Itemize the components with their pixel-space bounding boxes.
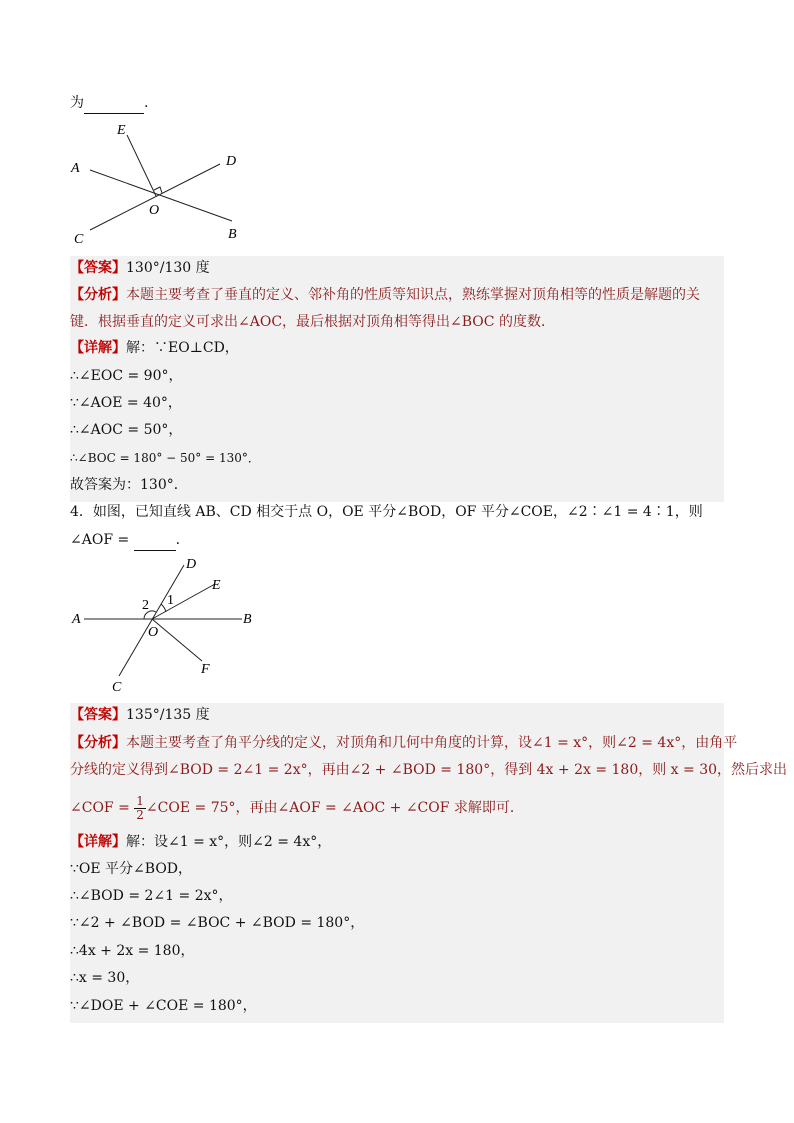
q4-stem-end: . — [175, 532, 181, 548]
q4-label-c: C — [112, 680, 122, 695]
q4-detail-line-4: ∵∠2 + ∠BOD = ∠BOC + ∠BOD = 180°， — [70, 915, 365, 931]
q3-label-a: A — [71, 161, 80, 176]
q3-ray-oe — [127, 135, 156, 196]
q4-detail-line-1 — [70, 832, 331, 852]
q4-analysis-tag: 【分析】 — [70, 735, 126, 751]
q4-analysis-line-1 — [70, 733, 737, 753]
q3-analysis-text-1: 本题主要考查了垂直的定义、邻补角的性质等知识点，熟练掌握对顶角相等的性质是解题的关 — [126, 287, 700, 303]
q4-label-e: E — [212, 578, 221, 593]
q4-answer-line — [70, 705, 210, 725]
q3-label-b: B — [228, 227, 237, 242]
q4-answer-value: 135°/135 度 — [126, 707, 210, 723]
q4-analysis-line-3 — [70, 794, 524, 822]
q3-analysis-line-2: 键．根据垂直的定义可求出∠AOC，最后根据对顶角相等得出∠BOC 的度数． — [70, 314, 555, 330]
q4-detail-tag: 【详解】 — [70, 834, 126, 850]
q3-detail-line-2: ∴∠EOC = 90°， — [70, 368, 183, 384]
q4-line-cd — [119, 565, 184, 676]
q4-analysis-text-1: 本题主要考查了角平分线的定义，对顶角和几何中角度的计算，设∠1 = x°，则∠2 = 4x°，由角平 — [126, 735, 738, 751]
q4-detail-text-1: 解：设∠1 = x°，则∠2 = 4x°， — [126, 834, 332, 850]
q4-ray-of — [152, 619, 202, 661]
q4-label-f: F — [201, 662, 210, 677]
q3-detail-line-4: ∴∠AOC = 50°， — [70, 422, 183, 438]
q3-detail-line-6: 故答案为：130°． — [70, 477, 188, 493]
q3-label-e: E — [117, 123, 126, 138]
q3-answer-blank — [84, 93, 144, 114]
q4-label-d: D — [186, 557, 197, 572]
q4-ray-oe — [152, 584, 215, 619]
q3-answer-line — [70, 258, 210, 278]
q4-label-angle-1: 1 — [167, 593, 174, 608]
q4-label-a: A — [72, 612, 81, 627]
q3-right-angle-mark — [154, 187, 162, 193]
q4-angle-1-arc — [161, 604, 166, 612]
q3-blank-line — [70, 93, 148, 114]
q4-analysis-line-2: 分线的定义得到∠BOD = 2∠1 = 2x°，再由∠2 + ∠BOD = 180°，得到 4x + 2x = 180，则 x = 30，然后求出 — [70, 762, 788, 778]
q3-figure — [60, 118, 260, 248]
q3-answer-value: 130°/130 度 — [126, 260, 210, 276]
q4-fraction-one-half — [134, 795, 146, 822]
q4-detail-line-2: ∵OE 平分∠BOD， — [70, 861, 193, 877]
q4-label-angle-2: 2 — [142, 598, 149, 613]
q4-stem-line-2 — [70, 530, 180, 551]
q4-detail-line-7: ∵∠DOE + ∠COE = 180°， — [70, 998, 257, 1014]
q3-label-c: C — [74, 232, 84, 247]
q3-label-d: D — [226, 154, 237, 169]
q4-analysis-text-3b: ∠COE = 75°，再由∠AOF = ∠AOC + ∠COF 求解即可． — [145, 800, 524, 816]
q4-stem-line-1: 4．如图，已知直线 AB、CD 相交于点 O，OE 平分∠BOD，OF 平分∠COE，∠2∶∠1 = 4∶1，则 — [70, 504, 703, 520]
q3-label-o: O — [149, 203, 160, 218]
q3-answer-tag: 【答案】 — [70, 260, 126, 276]
q3-blank-end: . — [144, 95, 149, 111]
q4-label-b: B — [243, 612, 252, 627]
q3-analysis-tag: 【分析】 — [70, 287, 126, 303]
q3-tail-text: 为 — [70, 95, 84, 111]
q4-stem-text-2: ∠AOF = — [70, 532, 130, 548]
q3-detail-line-3: ∵∠AOE = 40°， — [70, 395, 182, 411]
q4-fraction-denominator: 2 — [136, 807, 144, 822]
q3-line-ab — [90, 170, 232, 221]
q3-line-cd — [90, 164, 220, 230]
q4-answer-tag: 【答案】 — [70, 707, 126, 723]
q4-figure — [60, 553, 270, 698]
q3-detail-line-1 — [70, 338, 239, 358]
q4-analysis-text-3a: ∠COF = — [70, 800, 130, 816]
q4-detail-line-5: ∴4x + 2x = 180， — [70, 943, 195, 959]
q3-detail-text-1: 解：∵EO⊥CD， — [126, 340, 239, 356]
q3-detail-line-5: ∴∠BOC = 180° − 50° = 130°． — [70, 451, 260, 465]
q4-label-o: O — [148, 625, 159, 640]
q3-analysis-line-1 — [70, 285, 700, 305]
q4-answer-blank — [134, 530, 176, 551]
q4-detail-line-3: ∴∠BOD = 2∠1 = 2x°， — [70, 888, 233, 904]
q4-detail-line-6: ∴x = 30， — [70, 970, 140, 986]
q4-fraction-numerator: 1 — [136, 793, 144, 808]
q3-detail-tag: 【详解】 — [70, 340, 126, 356]
